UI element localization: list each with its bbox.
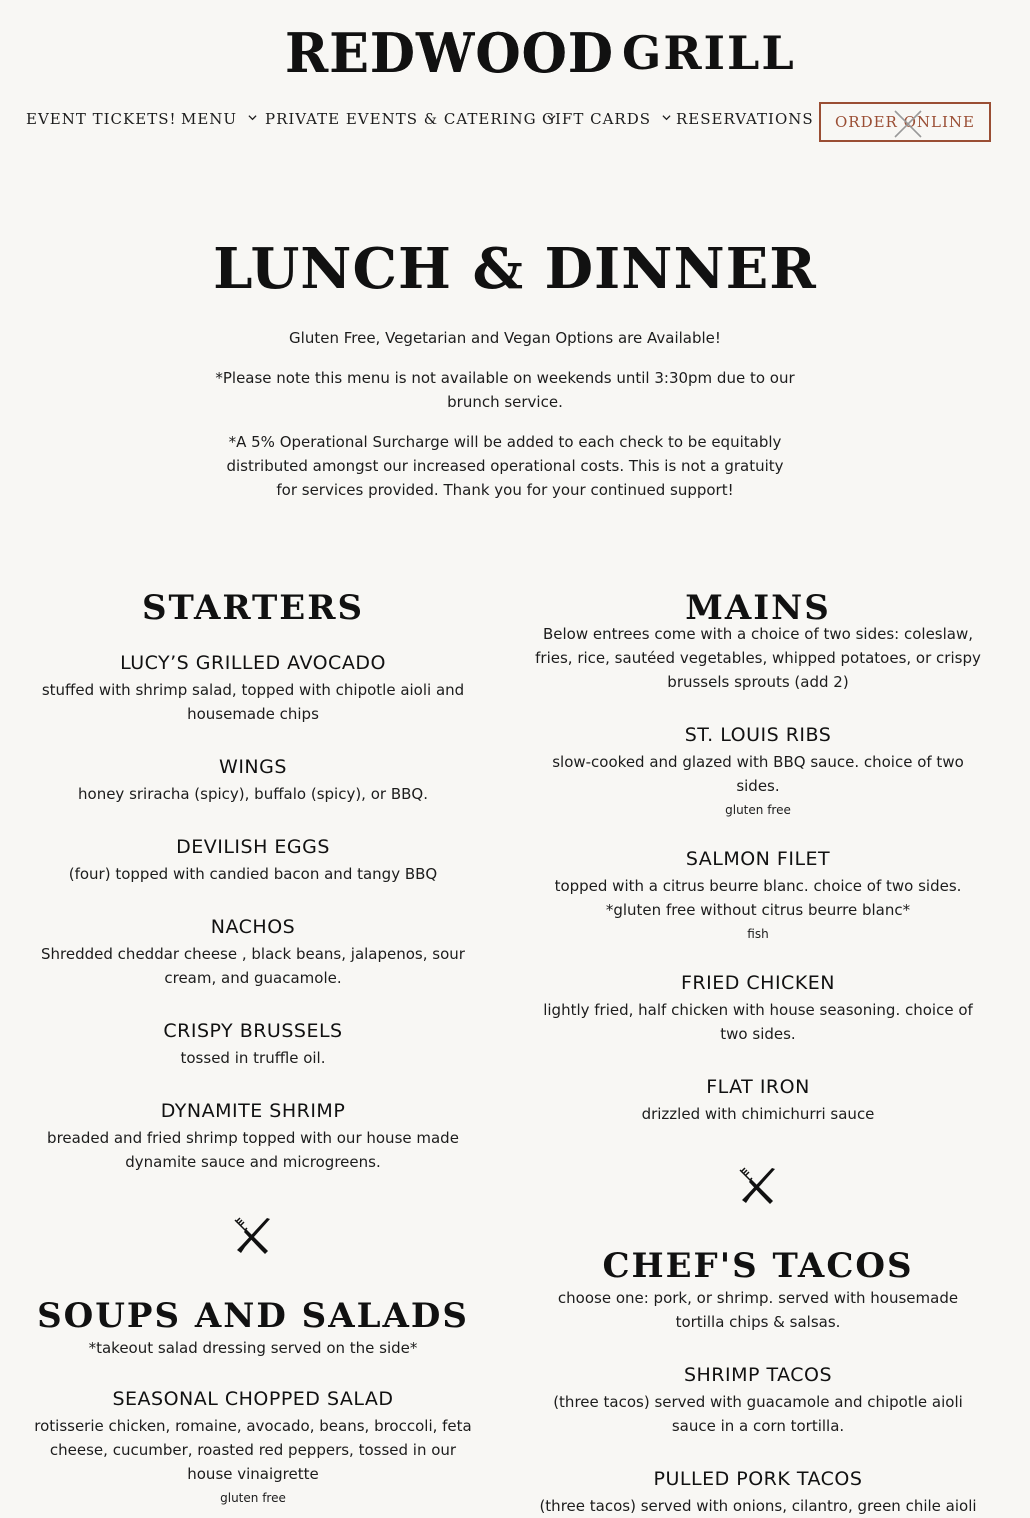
nav-label: MENU <box>181 110 238 128</box>
logo-word-redwood: REDWOOD <box>285 20 615 86</box>
menu-item-name: WINGS <box>219 756 287 778</box>
menu-item-desc: rotisserie chicken, romaine, avocado, beans, broccoli, feta cheese, cucumber, roasted red peppers, tossed in our house vinaigrette <box>34 1417 472 1483</box>
section-title: STARTERS <box>141 588 365 628</box>
section-title: CHEF'S TACOS <box>602 1246 914 1286</box>
page-title: LUNCH & DINNER <box>213 236 817 302</box>
menu-item <box>18 754 488 806</box>
chevron-down-icon <box>248 113 257 122</box>
menu-item <box>18 1098 488 1174</box>
menu-item-name: ST. LOUIS RIBS <box>684 724 832 746</box>
menu-item-desc: breaded and fried shrimp topped with our house made dynamite sauce and microgreens. <box>47 1129 459 1171</box>
nav-label: GIFT CARDS <box>542 110 651 128</box>
left-menu-column <box>18 588 488 1506</box>
menu-item-name: LUCY’S GRILLED AVOCADO <box>120 652 386 674</box>
site-logo[interactable] <box>285 20 796 86</box>
dietary-tag: gluten free <box>725 803 791 817</box>
menu-item-name: FRIED CHICKEN <box>680 972 835 994</box>
menu-item-desc: tossed in truffle oil. <box>180 1049 326 1067</box>
section-note: *takeout salad dressing served on the side* <box>88 1339 418 1357</box>
dietary-tag: gluten free <box>220 1491 286 1505</box>
menu-item-name: SHRIMP TACOS <box>683 1364 833 1386</box>
right-menu-column <box>523 588 993 1518</box>
menu-item-desc: Shredded cheddar cheese , black beans, jalapenos, sour cream, and guacamole. <box>41 945 465 987</box>
logo-word-grill: GRILL <box>622 26 796 80</box>
menu-item-desc: drizzled with chimichurri sauce <box>641 1105 875 1123</box>
nav-event-tickets[interactable] <box>26 110 177 128</box>
menu-item <box>523 722 993 818</box>
order-online-label: ORDER ONLINE <box>834 113 975 131</box>
menu-item-name: FLAT IRON <box>706 1076 810 1098</box>
order-online-button[interactable] <box>819 102 991 142</box>
menu-item-desc: honey sriracha (spicy), buffalo (spicy), or BBQ. <box>78 785 428 803</box>
dietary-options-note: Gluten Free, Vegetarian and Vegan Options are Available! <box>289 329 721 347</box>
menu-item-desc: stuffed with shrimp salad, topped with chipotle aioli and housemade chips <box>41 681 465 723</box>
menu-item-desc: slow-cooked and glazed with BBQ sauce. choice of two sides. <box>552 753 964 795</box>
menu-item-name: CRISPY BRUSSELS <box>163 1020 343 1042</box>
menu-item <box>18 650 488 726</box>
main-nav <box>0 100 1030 142</box>
menu-item <box>18 1018 488 1070</box>
menu-item <box>523 1362 993 1438</box>
section-title: MAINS <box>685 588 831 628</box>
nav-gift-cards[interactable] <box>542 110 671 128</box>
menu-item <box>523 1074 993 1126</box>
nav-private-events[interactable] <box>265 110 556 128</box>
starters-section <box>18 588 488 1174</box>
menu-item <box>523 1466 993 1518</box>
nav-label: RESERVATIONS <box>676 110 814 128</box>
nav-menu[interactable] <box>181 110 257 128</box>
fork-knife-icon <box>738 1166 778 1206</box>
fork-knife-icon <box>233 1216 273 1256</box>
menu-item-desc: (three tacos) served with onions, cilantro, green chile aioli <box>539 1497 977 1515</box>
menu-item-desc: topped with a citrus beurre blanc. choice of two sides. *gluten free without citrus beurre blanc* <box>554 877 962 919</box>
dietary-tag: fish <box>747 927 769 941</box>
nav-label: PRIVATE EVENTS & CATERING <box>265 110 537 128</box>
tacos-section <box>523 1246 993 1518</box>
menu-item <box>523 970 993 1046</box>
menu-item-desc: (three tacos) served with guacamole and chipotle aioli sauce in a corn tortilla. <box>553 1393 963 1435</box>
chevron-down-icon <box>662 113 671 122</box>
menu-item-desc: (four) topped with candied bacon and tangy BBQ <box>68 865 438 883</box>
menu-item-name: DYNAMITE SHRIMP <box>160 1100 346 1122</box>
menu-item-desc: lightly fried, half chicken with house seasoning. choice of two sides. <box>543 1001 973 1043</box>
menu-item-name: SALMON FILET <box>685 848 831 870</box>
menu-item-name: SEASONAL CHOPPED SALAD <box>112 1388 394 1410</box>
menu-item <box>18 1386 488 1506</box>
weekend-availability-note: *Please note this menu is not available on weekends until 3:30pm due to our brunch service. <box>215 369 795 411</box>
nav-label: EVENT TICKETS! <box>26 110 177 128</box>
menu-item-name: PULLED PORK TACOS <box>653 1468 863 1490</box>
menu-item <box>18 914 488 990</box>
section-title: SOUPS AND SALADS <box>37 1296 469 1336</box>
menu-item-name: DEVILISH EGGS <box>176 836 330 858</box>
menu-item <box>523 846 993 942</box>
section-note: choose one: pork, or shrimp. served with housemade tortilla chips & salsas. <box>557 1289 959 1331</box>
menu-item-name: NACHOS <box>210 916 296 938</box>
surcharge-note: *A 5% Operational Surcharge will be added to each check to be equitably distributed amongst our increased operational costs. This is not a gratuity for services provided. Thank you for your continued support! <box>226 433 784 499</box>
section-note: Below entrees come with a choice of two sides: coleslaw, fries, rice, sautéed vegetables, whipped potatoes, or crispy brussels sprouts (add 2) <box>535 625 981 691</box>
nav-reservations[interactable] <box>676 110 814 128</box>
menu-item <box>18 834 488 886</box>
soups-salads-section <box>18 1296 488 1506</box>
mains-section <box>523 588 993 1126</box>
